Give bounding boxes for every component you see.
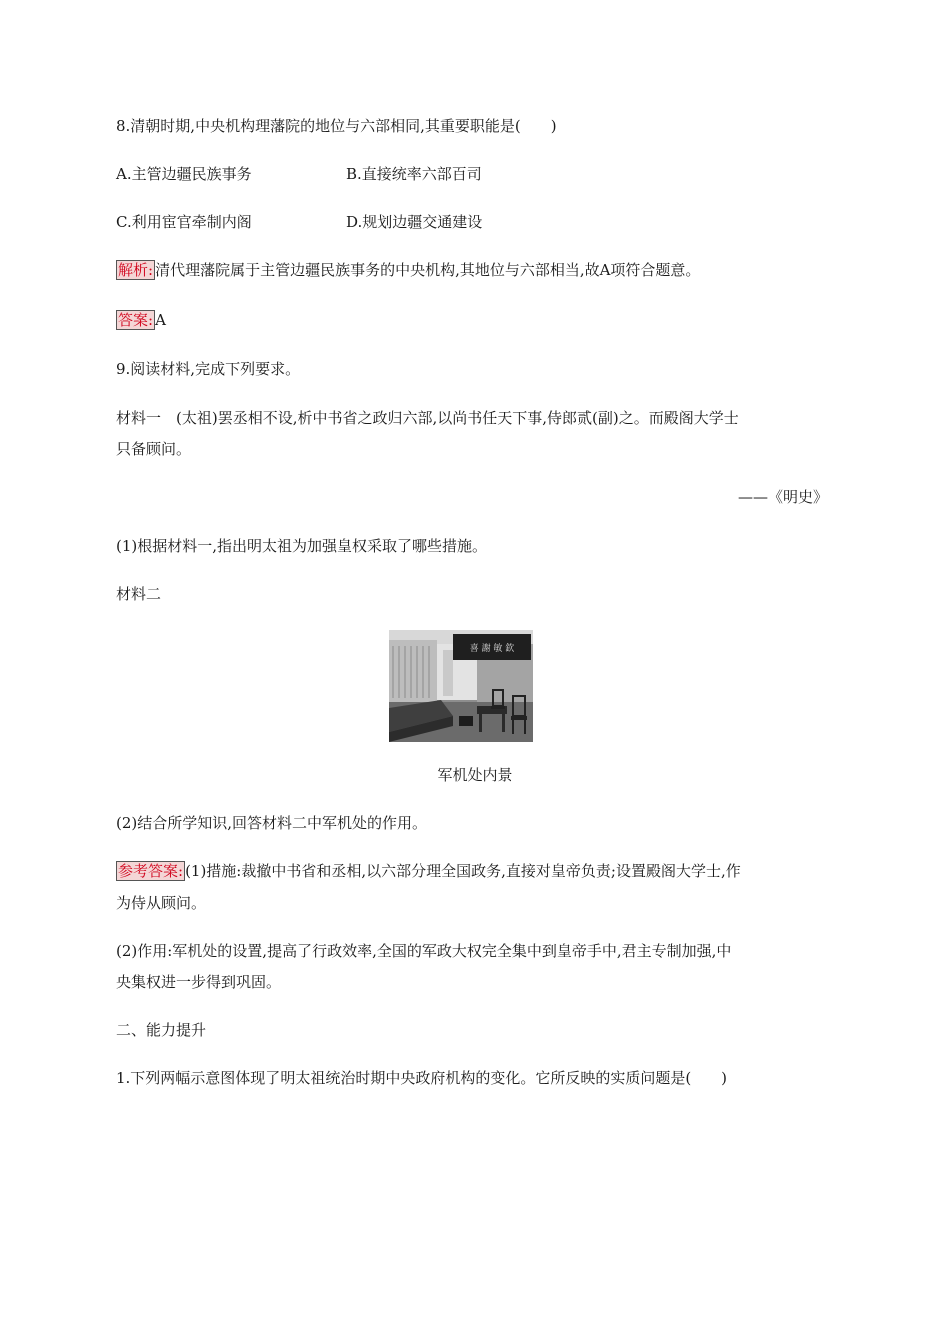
q9-material1-line2: 只备顾问。: [116, 440, 192, 458]
q9-stem: 9.阅读材料,完成下列要求。: [116, 360, 301, 378]
answer-tag: 答案:: [118, 311, 154, 329]
grand-council-photo-svg: [389, 630, 533, 742]
section2-q1-stem: 1.下列两幅示意图体现了明太祖统治时期中央政府机构的变化。它所反映的实质问题是( ): [116, 1069, 728, 1087]
q8-analysis: [116, 259, 700, 281]
ref1-text: (1)措施:裁撤中书省和丞相,以六部分理全国政务,直接对皇帝负责;设置殿阁大学士,作: [185, 862, 741, 880]
analysis-text: 清代理藩院属于主管边疆民族事务的中央机构,其地位与六部相当,故A项符合题意。: [155, 261, 701, 279]
q9-material1-line1: 材料一 (太祖)罢丞相不设,析中书省之政归六部,以尚书任天下事,侍郎贰(副)之。而殿阁大学士: [116, 409, 739, 427]
photo-caption: 军机处内景: [437, 766, 513, 784]
q9-ref2-line1: (2)作用:军机处的设置,提高了行政效率,全国的军政大权完全集中到皇帝手中,君主专制加强,中: [116, 942, 732, 960]
section-heading: 二、能力提升: [116, 1021, 207, 1039]
reference-answer-tag: 参考答案:: [118, 862, 184, 880]
analysis-tag: 解析:: [118, 261, 154, 279]
q9-sub2: (2)结合所学知识,回答材料二中军机处的作用。: [116, 814, 428, 832]
q8-option-a: A.主管边疆民族事务: [116, 165, 252, 183]
q8-option-c: C.利用宦官牵制内阁: [116, 213, 252, 231]
q9-reference-answer-line2: 为侍从顾问。: [116, 894, 207, 912]
q8-answer: [116, 309, 166, 331]
q9-ref2-line2: 央集权进一步得到巩固。: [116, 973, 282, 991]
grand-council-photo: [389, 630, 533, 742]
plaque-text: 喜 謝 敏 欽: [469, 644, 515, 654]
q9-sub1: (1)根据材料一,指出明太祖为加强皇权采取了哪些措施。: [116, 537, 488, 555]
q8-stem: 8.清朝时期,中央机构理藩院的地位与六部相同,其重要职能是( ): [116, 117, 557, 135]
q9-material2-label: 材料二: [116, 585, 162, 603]
q9-source: ——《明史》: [737, 488, 828, 506]
q8-option-d: D.规划边疆交通建设: [346, 213, 483, 231]
q9-reference-answer-line1: [116, 860, 741, 882]
answer-text: A: [155, 311, 166, 329]
q8-option-b: B.直接统率六部百司: [346, 165, 482, 183]
